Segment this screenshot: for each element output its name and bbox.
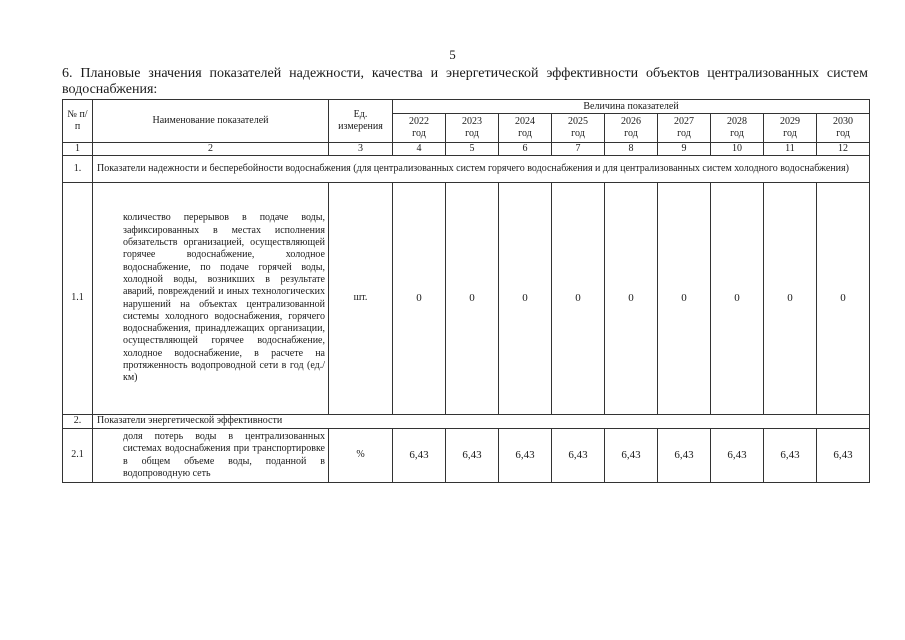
column-number: 1: [63, 143, 93, 156]
year-cell: [711, 114, 764, 143]
year-label: 2024: [515, 116, 535, 127]
value-cell: 6,43: [658, 429, 711, 483]
section-row: [63, 156, 870, 183]
value-cell: 6,43: [393, 429, 446, 483]
value-cell: 6,43: [499, 429, 552, 483]
value-cell: 0: [499, 183, 552, 415]
section-row: [63, 415, 870, 429]
column-number: 11: [764, 143, 817, 156]
value-cell: 0: [764, 183, 817, 415]
column-number: 12: [817, 143, 870, 156]
indicators-table: [62, 99, 870, 483]
column-number-row: [63, 143, 870, 156]
value-cell: 6,43: [552, 429, 605, 483]
column-number: 3: [329, 143, 393, 156]
year-label: 2029: [780, 116, 800, 127]
year-suffix: год: [518, 128, 532, 139]
year-suffix: год: [677, 128, 691, 139]
row-number: 2.1: [63, 429, 93, 483]
year-cell: [764, 114, 817, 143]
row-number: 1.1: [63, 183, 93, 415]
section-number: 2.: [63, 415, 93, 429]
header-values: Величина показателей: [393, 100, 870, 114]
year-suffix: год: [624, 128, 638, 139]
year-suffix: год: [730, 128, 744, 139]
header-row-1: [63, 100, 870, 114]
value-cell: 6,43: [446, 429, 499, 483]
unit-cell: шт.: [329, 183, 393, 415]
year-cell: [446, 114, 499, 143]
page-number: 5: [449, 47, 456, 62]
year-cell: [499, 114, 552, 143]
value-cell: 6,43: [605, 429, 658, 483]
section-title: Показатели надежности и бесперебойности водоснабжения (для централизованных систем горячего водоснабжения и для централизованных систем холодного водоснабжения): [93, 156, 870, 183]
column-number: 5: [446, 143, 499, 156]
year-label: 2030: [833, 116, 854, 127]
table-body: [63, 100, 870, 483]
header-num: № п/п: [63, 100, 93, 143]
column-number: 10: [711, 143, 764, 156]
indicator-name: доля потерь воды в централизованных системах водоснабжения при транспортировке в общем объеме воды, поданной в водопроводную сеть: [93, 429, 329, 483]
unit-cell: %: [329, 429, 393, 483]
section-title: Показатели энергетической эффективности: [93, 415, 870, 429]
header-unit: Ед. измерения: [329, 100, 393, 143]
column-number: 4: [393, 143, 446, 156]
indicator-name: количество перерывов в подаче воды, зафиксированных в местах исполнения обязательств организацией, осуществляющей горячее водоснабжение, холодное водоснабжение, по подаче горячей воды, холодной воды, возникших в результате аварий, повреждений и иных технологических нарушений на объектах централизованной системы холодного водоснабжения, горячего водоснабжения, принадлежащих организации, осуществляющей горячее водоснабжение, холодное водоснабжение, в расчете на протяженность водопроводной сети в год (ед./км): [93, 183, 329, 415]
column-number: 2: [93, 143, 329, 156]
year-suffix: год: [465, 128, 479, 139]
section-number: 1.: [63, 156, 93, 183]
value-cell: 0: [446, 183, 499, 415]
value-cell: 0: [658, 183, 711, 415]
table-row: [63, 183, 870, 415]
value-cell: 0: [817, 183, 870, 415]
column-number: 7: [552, 143, 605, 156]
section-heading: 6. Плановые значения показателей надежности, качества и энергетической эффективности объектов централизованных систем водоснабжения:: [62, 66, 868, 97]
year-suffix: год: [783, 128, 797, 139]
year-label: 2025: [568, 116, 588, 127]
value-cell: 0: [393, 183, 446, 415]
year-label: 2023: [462, 116, 482, 127]
value-cell: 0: [605, 183, 658, 415]
year-label: 2028: [727, 116, 747, 127]
year-suffix: год: [836, 128, 850, 139]
column-number: 9: [658, 143, 711, 156]
year-cell: [658, 114, 711, 143]
year-cell: [817, 114, 870, 143]
year-label: 2026: [621, 116, 641, 127]
value-cell: 6,43: [817, 429, 870, 483]
column-number: 6: [499, 143, 552, 156]
year-cell: [605, 114, 658, 143]
year-label: 2022: [409, 116, 429, 127]
year-suffix: год: [571, 128, 585, 139]
year-cell: [552, 114, 605, 143]
value-cell: 0: [711, 183, 764, 415]
column-number: 8: [605, 143, 658, 156]
table-row: [63, 429, 870, 483]
year-suffix: год: [412, 128, 426, 139]
year-label: 2027: [674, 116, 694, 127]
value-cell: 6,43: [711, 429, 764, 483]
header-name: Наименование показателей: [93, 100, 329, 143]
year-cell: [393, 114, 446, 143]
value-cell: 6,43: [764, 429, 817, 483]
value-cell: 0: [552, 183, 605, 415]
